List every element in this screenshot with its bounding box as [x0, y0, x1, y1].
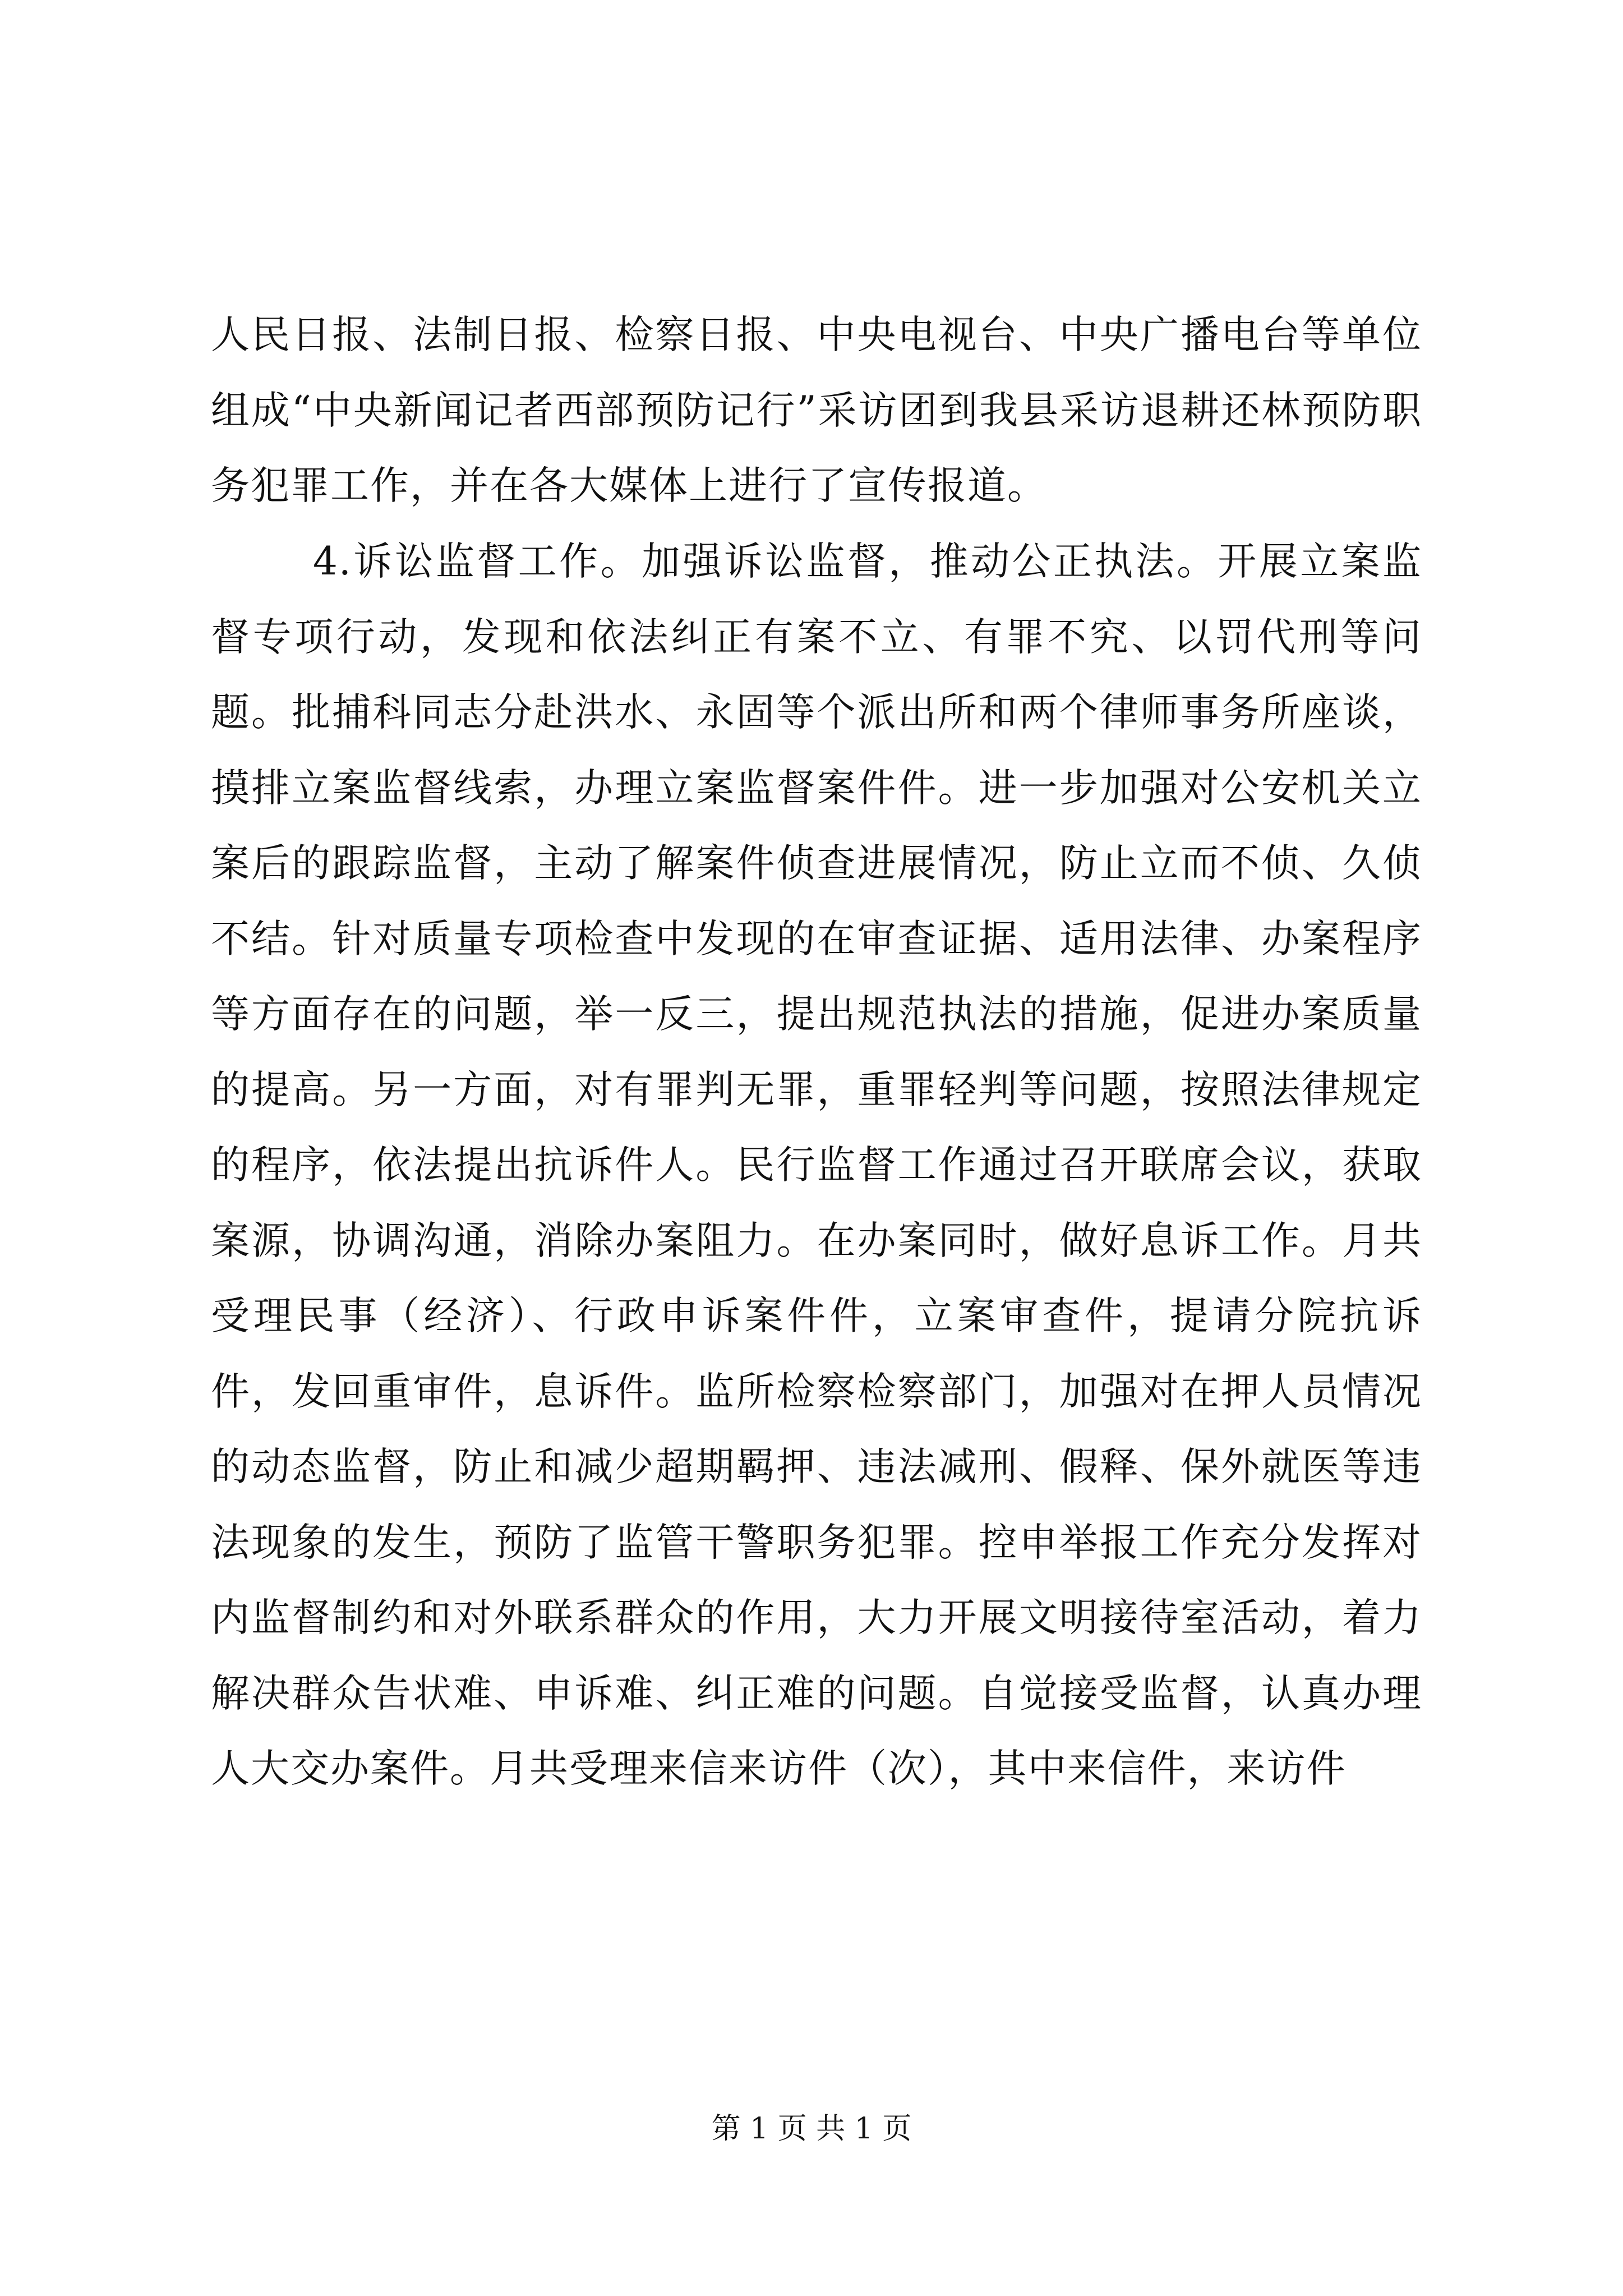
page-number-footer: 第 1 页 共 1 页 — [711, 2112, 912, 2146]
paragraph-litigation-supervision: 4.诉讼监督工作。加强诉讼监督，推动公正执法。开展立案监督专项行动，发现和依法纠正有案不立、有罪不究、以罚代刑等问题。批捕科同志分赴洪水、永固等个派出所和两个律师事务所座谈，摸排立案监督线索，办理立案监督案件件。进一步加强对公安机关立案后的跟踪监督，主动了解案件侦查进展情况，防止立而不侦、久侦不结。针对质量专项检查中发现的在审查证据、适用法律、办案程序等方面存在的问题，举一反三，提出规范执法的措施，促进办案质量的提高。另一方面，对有罪判无罪，重罪轻判等问题，按照法律规定的程序，依法提出抗诉件人。民行监督工作通过召开联席会议，获取案源，协调沟通，消除办案阻力。在办案同时，做好息诉工作。月共受理民事（经济）、行政申诉案件件，立案审查件，提请分院抗诉件，发回重审件，息诉件。监所检察检察部门，加强对在押人员情况的动态监督，防止和减少超期羁押、违法减刑、假释、保外就医等违法现象的发生，预防了监管干警职务犯罪。控申举报工作充分发挥对内监督制约和对外联系群众的作用，大力开展文明接待室活动，着力解决群众告状难、申诉难、纠正难的问题。自觉接受监督，认真办理人大交办案件。月共受理来信来访件（次），其中来信件，来访件 — [211, 539, 1422, 1791]
paragraph-media-coverage: 人民日报、法制日报、检察日报、中央电视台、中央广播电台等单位组成“中央新闻记者西部预防记行”采访团到我县采访退耕还林预防职务犯罪工作，并在各大媒体上进行了宣传报道。 — [211, 312, 1422, 508]
